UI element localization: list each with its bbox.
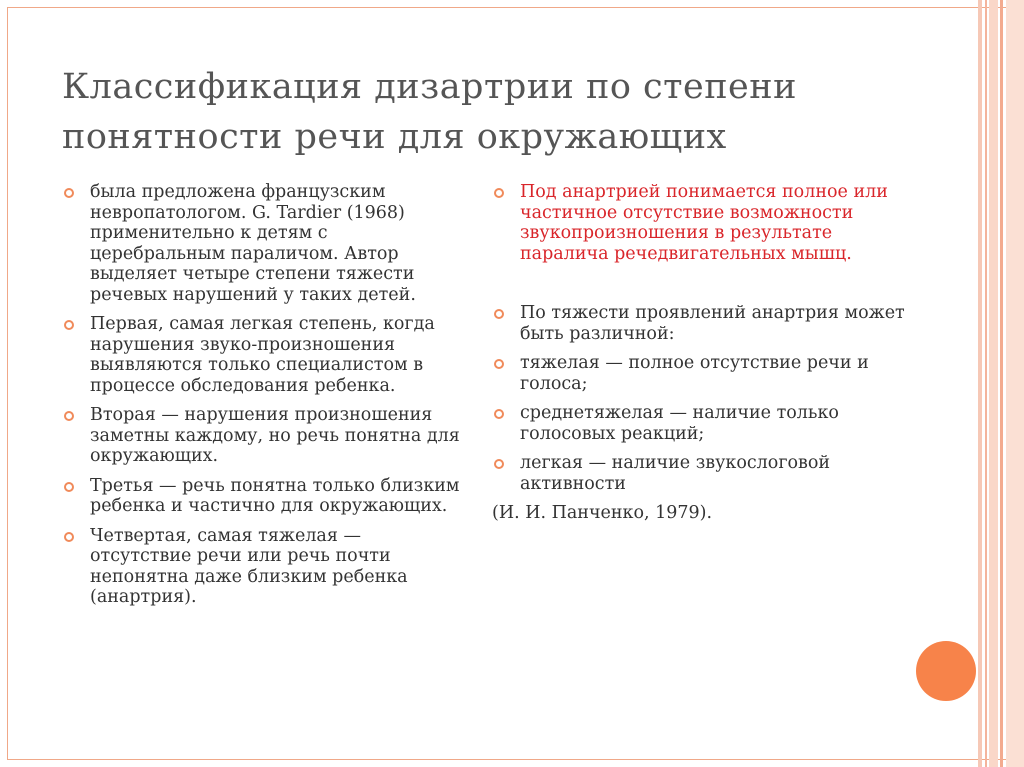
list-item	[62, 526, 462, 608]
anarthria-definition: Под анартрией понимается полное или частичное отсутствие возможности звукопроизношения в результате паралича речедвигательных мышц.	[520, 182, 888, 264]
list-item-text: легкая — наличие звукослоговой активности	[520, 453, 831, 494]
list-item-text: Четвертая, самая тяжелая — отсутствие речи или речь почти непонятна даже близким ребенка (анартрия).	[90, 525, 408, 607]
hollow-circle-bullet-icon	[64, 188, 74, 198]
list-item-text: тяжелая — полное отсутствие речи и голоса;	[520, 353, 869, 394]
stripe	[1006, 0, 1024, 767]
list-item	[492, 453, 912, 494]
left-column	[62, 182, 462, 617]
list-item-text: была предложена французским невропатологом. G. Tardier (1968) применительно к детям с церебральным параличом. Автор выделяет четыре степени тяжести речевых нарушений у таких детей.	[90, 182, 416, 305]
list-item	[62, 476, 462, 517]
hollow-circle-bullet-icon	[494, 459, 504, 469]
orange-circle-icon	[916, 641, 976, 701]
hollow-circle-bullet-icon	[494, 309, 504, 319]
list-item-text: среднетяжелая — наличие только голосовых реакций;	[520, 403, 839, 444]
decorative-stripes	[978, 0, 1024, 767]
list-item	[492, 303, 912, 344]
hollow-circle-bullet-icon	[494, 409, 504, 419]
hollow-circle-bullet-icon	[64, 411, 74, 421]
hollow-circle-bullet-icon	[494, 359, 504, 369]
right-column	[492, 182, 912, 533]
list-item	[492, 403, 912, 444]
stripe	[978, 0, 982, 767]
hollow-circle-bullet-icon	[494, 188, 504, 198]
list-item-text: Первая, самая легкая степень, когда нарушения звуко-произношения выявляются только специалистом в процессе обследования ребенка.	[90, 314, 435, 396]
slide-title	[62, 62, 942, 162]
hollow-circle-bullet-icon	[64, 320, 74, 330]
citation	[492, 503, 912, 524]
stripe	[1000, 0, 1003, 767]
spacer	[492, 273, 912, 303]
list-item	[492, 353, 912, 394]
slide-title-line-2: понятности речи для окружающих	[62, 117, 727, 157]
list-item	[62, 182, 462, 305]
list-item	[62, 314, 462, 396]
stripe	[985, 0, 987, 767]
list-item-text: Третья — речь понятна только близким ребенка и частично для окружающих.	[90, 475, 460, 516]
list-item-text: По тяжести проявлений анартрия может быть различной:	[520, 303, 905, 344]
slide-title-line-1: Классификация дизартрии по степени	[62, 67, 797, 107]
list-item	[62, 405, 462, 467]
hollow-circle-bullet-icon	[64, 532, 74, 542]
list-item-text: Вторая — нарушения произношения заметны каждому, но речь понятна для окружающих.	[90, 405, 460, 466]
hollow-circle-bullet-icon	[64, 482, 74, 492]
stripe	[989, 0, 998, 767]
highlight-item	[492, 182, 912, 264]
citation-text: (И. И. Панченко, 1979).	[492, 503, 713, 523]
